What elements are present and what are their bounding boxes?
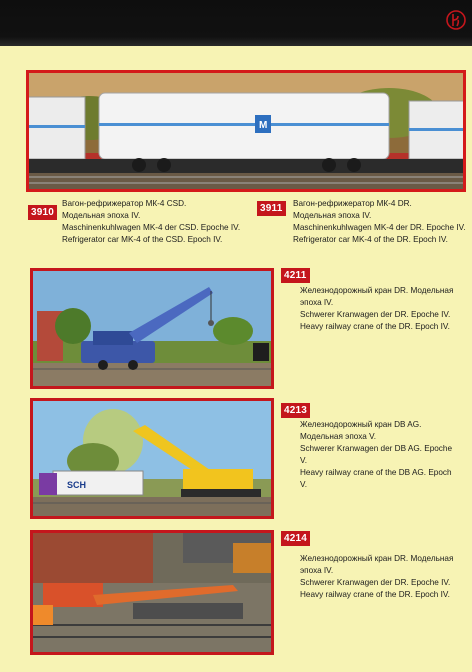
product-code-3910: 3910 [28, 205, 57, 220]
product-description-3910: Вагон-рефрижератор МК-4 CSD. Модельная эпоха IV. Maschinenkuhlwagen MK-4 der CSD. Epoche IV. Refrigerator car MK-4 of the CSD. Epoch IV. [62, 199, 241, 244]
svg-text:M: M [259, 120, 268, 131]
yellow-crane-photo [30, 398, 274, 519]
orange-crane-photo [30, 530, 274, 655]
refrigerator-car-photo [26, 70, 466, 192]
product-description-4214: Железнодорожный кран DR. Модельная эпоха IV. Schwerer Kranwagen der DR. Epoche IV. Heavy railway crane of the DR. Epoch IV. [300, 554, 454, 599]
product-description-3911: Вагон-рефрижератор МК-4 DR. Модельная эпоха IV. Maschinenkuhlwagen MK-4 der DR. Epoche IV. Refrigerator car MK-4 of the DR. Epoch IV. [293, 199, 466, 244]
railway-logo-icon [446, 10, 466, 30]
product-code-3911: 3911 [257, 201, 286, 216]
product-code-4213: 4213 [281, 403, 310, 418]
product-description-4213: Железнодорожный кран DB AG. Модельная эпоха V. Schwerer Kranwagen der DB AG. Epoche V. Heavy railway crane of the DB AG. Epoch V. [300, 420, 453, 489]
blue-crane-photo [30, 268, 274, 389]
svg-text:SCH: SCH [67, 480, 87, 490]
product-code-4211: 4211 [281, 268, 310, 283]
product-description-4211: Железнодорожный кран DR. Модельная эпоха IV. Schwerer Kranwagen der DR. Epoche IV. Heavy railway crane of the DR. Epoch IV. [300, 286, 454, 331]
top-header-bar [0, 0, 472, 46]
product-code-4214: 4214 [281, 531, 310, 546]
